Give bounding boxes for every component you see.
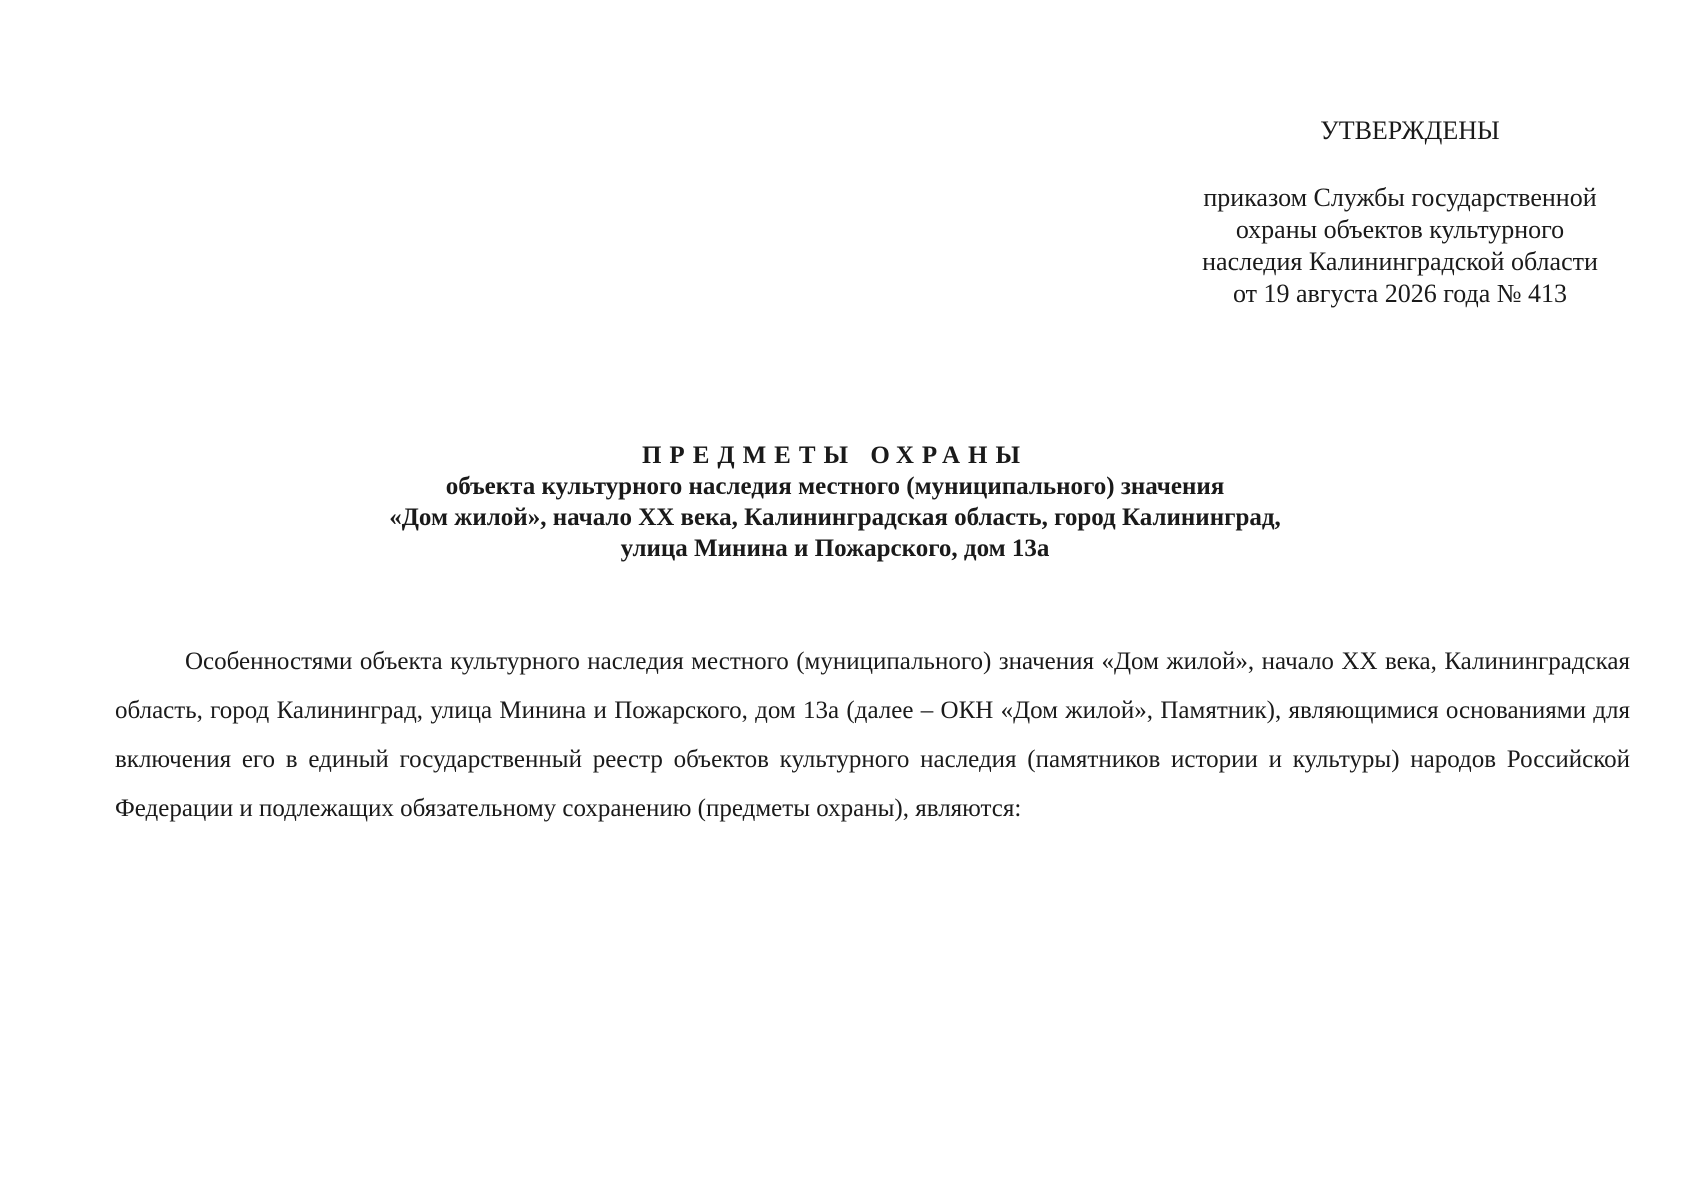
title-main: ПРЕДМЕТЫ ОХРАНЫ — [641, 442, 1028, 469]
title-line: объекта культурного наследия местного (муниципального) значения — [445, 473, 1225, 500]
approval-line: охраны объектов культурного — [1235, 215, 1565, 244]
approval-line: от 19 августа 2026 года № 413 — [1232, 279, 1568, 308]
title-line: «Дом жилой», начало XX века, Калининградская область, город Калининград, — [389, 504, 1281, 531]
approval-line: приказом Службы государственной — [1203, 183, 1597, 212]
approval-block — [1150, 182, 1650, 310]
document-title — [200, 440, 1470, 564]
title-line: улица Минина и Пожарского, дом 13а — [620, 535, 1050, 562]
body-paragraph: Особенностями объекта культурного наследия местного (муниципального) значения «Дом жилой», начало XX века, Калининградская область, город Калининград, улица Минина и Пожарского, дом 13а (далее – ОКН «Дом жилой», Памятник), являющимися основаниями для включения его в единый государственный реестр объектов культурного наследия (памятников истории и культуры) народов Российской Федерации и подлежащих обязательному сохранению (предметы охраны), являются: — [115, 648, 1630, 822]
approval-line: наследия Калининградской области — [1202, 247, 1598, 276]
approval-heading: УТВЕРЖДЕНЫ — [1320, 116, 1500, 145]
